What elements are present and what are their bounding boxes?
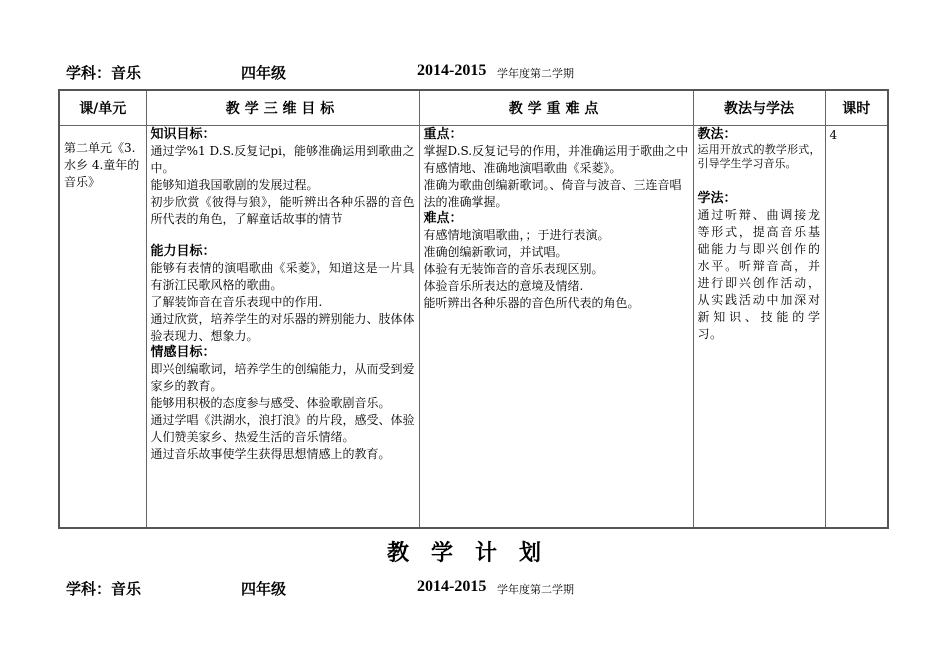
header-methods: 教法与学法 <box>693 90 825 126</box>
ability-objectives-title: 能力目标： <box>150 244 216 259</box>
key-point-line: 有感情地、准确地演唱歌曲《采菱》。 <box>423 161 622 175</box>
emotion-objectives-title: 情感目标： <box>150 345 216 360</box>
difficult-point-line: 体验音乐所表达的意境及情绪. <box>423 279 584 293</box>
school-year: 2014-2015 <box>417 62 487 79</box>
school-year: 2014-2015 <box>417 578 487 595</box>
grade-label: 四年级 <box>241 64 287 82</box>
emotion-line: 通过学唱《洪湖水，浪打浪》的片段，感受、体验人们赞美家乡、热爱生活的音乐情绪。 <box>150 413 415 444</box>
teaching-method-title: 教法： <box>697 127 737 142</box>
grade-label: 四年级 <box>241 580 287 598</box>
unit-cell: 第二单元《3.水乡 4.童年的音乐》 <box>59 126 146 529</box>
learning-method-text: 通过听辩、曲调接龙等形式，提高音乐基础能力与即兴创作的水平。听辩音高，并进行即兴创作活动，从实践活动中加深对新知识、技能的学习。 <box>697 208 821 341</box>
subject-label: 学科：音乐 <box>66 64 142 82</box>
objectives-cell <box>146 126 419 529</box>
emotion-line: 通过音乐故事使学生获得思想情感上的教育。 <box>150 447 391 461</box>
header-objectives: 教学三维目标 <box>146 90 419 126</box>
emotion-line: 能够用积极的态度参与感受、体验歌剧音乐。 <box>150 396 391 410</box>
difficult-point-line: 有感情地演唱歌曲，；于进行表演。 <box>423 228 610 242</box>
header-hours: 课时 <box>825 90 888 126</box>
key-points-cell <box>419 126 693 529</box>
table-header-row <box>59 90 888 126</box>
term-label: 学年度第二学期 <box>497 67 574 80</box>
teaching-plan-table <box>58 89 889 529</box>
knowledge-line: 能够知道我国歌剧的发展过程。 <box>150 178 319 192</box>
ability-line: 能够有表情的演唱歌曲《采菱》，知道这是一片具有浙江民歌风格的歌曲。 <box>150 261 415 292</box>
page-title: 教学计划 <box>386 540 563 566</box>
difficult-point-line: 体验有无装饰音的音乐表现区别。 <box>423 262 604 276</box>
methods-cell <box>693 126 825 529</box>
key-point-line: 准确为歌曲创编新歌词。、倚音与波音、三连音唱法的准确掌握。 <box>423 178 682 209</box>
hours-cell: 4 <box>825 126 888 529</box>
difficult-point-line: 能听辨出各种乐器的音色所代表的角色。 <box>423 296 640 310</box>
emotion-line: 即兴创编歌词，培养学生的创编能力，从而受到爱家乡的教育。 <box>150 362 415 393</box>
key-point-line: 掌握D.S.反复记号的作用，并准确运用于歌曲之中 <box>423 144 689 158</box>
teaching-method-text: 运用开放式的教学形式，引导学生学习音乐。 <box>697 143 821 170</box>
table-row <box>59 126 888 529</box>
difficult-point-line: 准确创编新歌词，并试唱。 <box>423 245 568 259</box>
ability-line: 了解装饰音在音乐表现中的作用. <box>150 295 323 309</box>
ability-line: 通过欣赏，培养学生的对乐器的辨别能力、肢体体验表现力、想象力。 <box>150 312 415 343</box>
header-key-points: 教学重难点 <box>419 90 693 126</box>
header-unit: 课/单元 <box>59 90 146 126</box>
difficult-points-title: 难点： <box>423 211 463 226</box>
key-points-title: 重点： <box>423 127 463 142</box>
knowledge-objectives-title: 知识目标： <box>150 127 216 142</box>
learning-method-title: 学法： <box>697 191 737 206</box>
knowledge-line: 初步欣赏《彼得与狼》，能听辨出各种乐器的音色所代表的角色，了解童话故事的情节 <box>150 195 415 226</box>
knowledge-line: 通过学%1 D.S.反复记pi，能够准确运用到歌曲之中。 <box>150 144 415 175</box>
term-label: 学年度第二学期 <box>497 583 574 596</box>
subject-label: 学科：音乐 <box>66 580 142 598</box>
